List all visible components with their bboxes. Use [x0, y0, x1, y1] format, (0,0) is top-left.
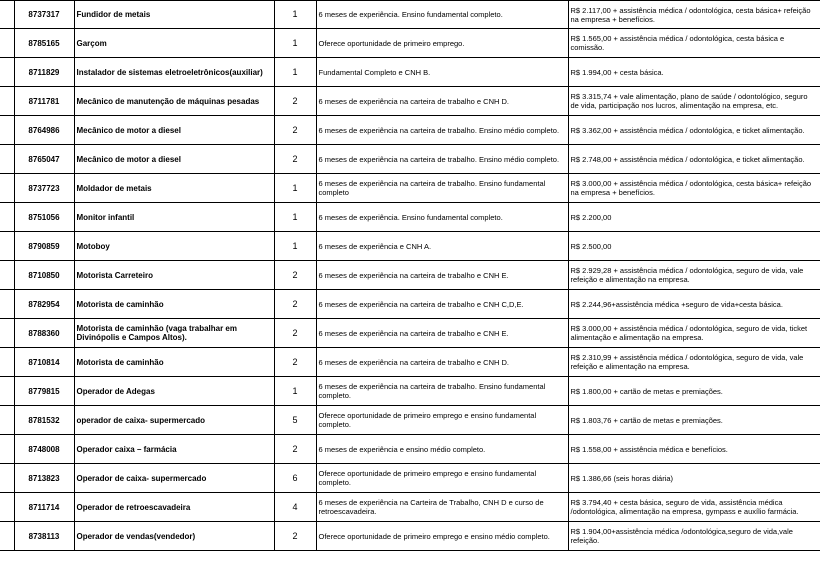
- table-row: [0, 174, 820, 203]
- table-row: [0, 116, 820, 145]
- row-margin-cell: [0, 261, 14, 290]
- job-salary-benefits: R$ 2.500,00: [568, 232, 820, 261]
- job-requirements: 6 meses de experiência na carteira de trabalho e CNH D.: [316, 348, 568, 377]
- table-row: [0, 435, 820, 464]
- vacancy-count: 2: [274, 116, 316, 145]
- job-title: Mecânico de manutenção de máquinas pesadas: [74, 87, 274, 116]
- row-margin-cell: [0, 522, 14, 551]
- job-requirements: 6 meses de experiência e CNH A.: [316, 232, 568, 261]
- job-requirements: 6 meses de experiência na carteira de trabalho. Ensino médio completo.: [316, 116, 568, 145]
- row-margin-cell: [0, 232, 14, 261]
- job-title: Mecânico de motor a diesel: [74, 116, 274, 145]
- job-salary-benefits: R$ 1.994,00 + cesta básica.: [568, 58, 820, 87]
- job-title: Motorista de caminhão: [74, 348, 274, 377]
- vacancy-count: 2: [274, 261, 316, 290]
- job-title: Operador de Adegas: [74, 377, 274, 406]
- vacancy-count: 2: [274, 319, 316, 348]
- job-title: Operador de vendas(vendedor): [74, 522, 274, 551]
- job-code: 8790859: [14, 232, 74, 261]
- row-margin-cell: [0, 493, 14, 522]
- table-row: [0, 522, 820, 551]
- job-requirements: 6 meses de experiência na carteira de trabalho. Ensino fundamental completo.: [316, 377, 568, 406]
- table-row: [0, 203, 820, 232]
- vacancy-count: 2: [274, 290, 316, 319]
- job-salary-benefits: R$ 2.244,96+assistência médica +seguro de vida+cesta básica.: [568, 290, 820, 319]
- vacancy-count: 1: [274, 58, 316, 87]
- row-margin-cell: [0, 203, 14, 232]
- job-salary-benefits: R$ 3.315,74 + vale alimentação, plano de saúde / odontológico, seguro de vida, participação nos lucros, alimentação na empresa, etc.: [568, 87, 820, 116]
- job-code: 8710814: [14, 348, 74, 377]
- vacancy-count: 1: [274, 1, 316, 29]
- table-row: [0, 1, 820, 29]
- job-salary-benefits: R$ 1.565,00 + assistência médica / odontológica, cesta básica e comissão.: [568, 29, 820, 58]
- job-requirements: Oferece oportunidade de primeiro emprego e ensino fundamental completo.: [316, 464, 568, 493]
- job-salary-benefits: R$ 2.748,00 + assistência médica / odontológica, e ticket alimentação.: [568, 145, 820, 174]
- job-code: 8765047: [14, 145, 74, 174]
- job-code: 8738113: [14, 522, 74, 551]
- job-requirements: Fundamental Completo e CNH B.: [316, 58, 568, 87]
- job-code: 8711781: [14, 87, 74, 116]
- job-title: Operador de retroescavadeira: [74, 493, 274, 522]
- row-margin-cell: [0, 348, 14, 377]
- row-margin-cell: [0, 464, 14, 493]
- job-code: 8782954: [14, 290, 74, 319]
- job-code: 8713823: [14, 464, 74, 493]
- row-margin-cell: [0, 406, 14, 435]
- table-row: [0, 145, 820, 174]
- table-row: [0, 29, 820, 58]
- row-margin-cell: [0, 1, 14, 29]
- job-requirements: 6 meses de experiência. Ensino fundamental completo.: [316, 1, 568, 29]
- job-requirements: 6 meses de experiência e ensino médio completo.: [316, 435, 568, 464]
- job-title: Instalador de sistemas eletroeletrônicos(auxiliar): [74, 58, 274, 87]
- job-requirements: Oferece oportunidade de primeiro emprego.: [316, 29, 568, 58]
- job-salary-benefits: R$ 2.929,28 + assistência médica / odontológica, seguro de vida, vale refeição e alimentação na empresa.: [568, 261, 820, 290]
- vacancy-count: 1: [274, 203, 316, 232]
- vacancy-count: 2: [274, 145, 316, 174]
- job-code: 8710850: [14, 261, 74, 290]
- vacancy-count: 2: [274, 87, 316, 116]
- job-title: Operador caixa – farmácia: [74, 435, 274, 464]
- vacancy-count: 5: [274, 406, 316, 435]
- table-row: [0, 87, 820, 116]
- job-code: 8779815: [14, 377, 74, 406]
- job-title: Motorista de caminhão: [74, 290, 274, 319]
- table-row: [0, 290, 820, 319]
- job-title: Motorista Carreteiro: [74, 261, 274, 290]
- row-margin-cell: [0, 435, 14, 464]
- job-salary-benefits: R$ 3.794,40 + cesta básica, seguro de vida, assistência médica /odontológica, alimentação na empresa, gympass e auxílio farmácia.: [568, 493, 820, 522]
- job-requirements: 6 meses de experiência na carteira de trabalho e CNH C,D,E.: [316, 290, 568, 319]
- row-margin-cell: [0, 29, 14, 58]
- row-margin-cell: [0, 58, 14, 87]
- job-code: 8711829: [14, 58, 74, 87]
- job-title: Motorista de caminhão (vaga trabalhar em Divinópolis e Campos Altos).: [74, 319, 274, 348]
- table-row: [0, 406, 820, 435]
- vacancy-count: 4: [274, 493, 316, 522]
- job-title: Garçom: [74, 29, 274, 58]
- job-requirements: 6 meses de experiência na carteira de trabalho e CNH D.: [316, 87, 568, 116]
- job-salary-benefits: R$ 1.803,76 + cartão de metas e premiações.: [568, 406, 820, 435]
- table-row: [0, 261, 820, 290]
- table-row: [0, 319, 820, 348]
- table-row: [0, 58, 820, 87]
- job-requirements: 6 meses de experiência na Carteira de Trabalho, CNH D e curso de retroescavadeira.: [316, 493, 568, 522]
- row-margin-cell: [0, 174, 14, 203]
- row-margin-cell: [0, 87, 14, 116]
- job-title: operador de caixa- supermercado: [74, 406, 274, 435]
- vacancy-count: 2: [274, 522, 316, 551]
- job-title: Motoboy: [74, 232, 274, 261]
- table-row: [0, 348, 820, 377]
- job-code: 8764986: [14, 116, 74, 145]
- job-requirements: 6 meses de experiência. Ensino fundamental completo.: [316, 203, 568, 232]
- table-row: [0, 232, 820, 261]
- job-requirements: Oferece oportunidade de primeiro emprego e ensino médio completo.: [316, 522, 568, 551]
- job-salary-benefits: R$ 1.558,00 + assistência médica e benefícios.: [568, 435, 820, 464]
- vacancy-count: 6: [274, 464, 316, 493]
- job-title: Moldador de metais: [74, 174, 274, 203]
- row-margin-cell: [0, 319, 14, 348]
- job-title: Fundidor de metais: [74, 1, 274, 29]
- job-code: 8711714: [14, 493, 74, 522]
- job-code: 8748008: [14, 435, 74, 464]
- row-margin-cell: [0, 145, 14, 174]
- job-salary-benefits: R$ 2.310,99 + assistência médica / odontológica, seguro de vida, vale refeição e alimentação na empresa.: [568, 348, 820, 377]
- job-code: 8737317: [14, 1, 74, 29]
- job-salary-benefits: R$ 3.000,00 + assistência médica / odontológica, cesta básica+ refeição na empresa + benefícios.: [568, 174, 820, 203]
- job-salary-benefits: R$ 3.362,00 + assistência médica / odontológica, e ticket alimentação.: [568, 116, 820, 145]
- job-title: Monitor infantil: [74, 203, 274, 232]
- row-margin-cell: [0, 377, 14, 406]
- table-row: [0, 377, 820, 406]
- vacancy-count: 2: [274, 435, 316, 464]
- job-code: 8781532: [14, 406, 74, 435]
- job-code: 8751056: [14, 203, 74, 232]
- job-listings-body: [0, 1, 820, 551]
- job-salary-benefits: R$ 1.800,00 + cartão de metas e premiações.: [568, 377, 820, 406]
- job-salary-benefits: R$ 3.000,00 + assistência médica / odontológica, seguro de vida, ticket alimentação e alimentação na empresa.: [568, 319, 820, 348]
- job-requirements: 6 meses de experiência na carteira de trabalho e CNH E.: [316, 261, 568, 290]
- job-title: Mecânico de motor a diesel: [74, 145, 274, 174]
- job-requirements: 6 meses de experiência na carteira de trabalho. Ensino fundamental completo: [316, 174, 568, 203]
- table-row: [0, 493, 820, 522]
- vacancy-count: 2: [274, 348, 316, 377]
- job-code: 8785165: [14, 29, 74, 58]
- table-row: [0, 464, 820, 493]
- row-margin-cell: [0, 116, 14, 145]
- job-requirements: 6 meses de experiência na carteira de trabalho. Ensino médio completo.: [316, 145, 568, 174]
- vacancy-count: 1: [274, 174, 316, 203]
- job-salary-benefits: R$ 1.386,66 (seis horas diária): [568, 464, 820, 493]
- job-title: Operador de caixa- supermercado: [74, 464, 274, 493]
- job-salary-benefits: R$ 2.200,00: [568, 203, 820, 232]
- job-salary-benefits: R$ 1.904,00+assistência médica /odontológica,seguro de vida,vale refeição.: [568, 522, 820, 551]
- vacancy-count: 1: [274, 29, 316, 58]
- row-margin-cell: [0, 290, 14, 319]
- vacancy-count: 1: [274, 232, 316, 261]
- vacancy-count: 1: [274, 377, 316, 406]
- job-requirements: 6 meses de experiência na carteira de trabalho e CNH E.: [316, 319, 568, 348]
- job-requirements: Oferece oportunidade de primeiro emprego e ensino fundamental completo.: [316, 406, 568, 435]
- job-code: 8737723: [14, 174, 74, 203]
- job-code: 8788360: [14, 319, 74, 348]
- job-salary-benefits: R$ 2.117,00 + assistência médica / odontológica, cesta básica+ refeição na empresa + benefícios.: [568, 1, 820, 29]
